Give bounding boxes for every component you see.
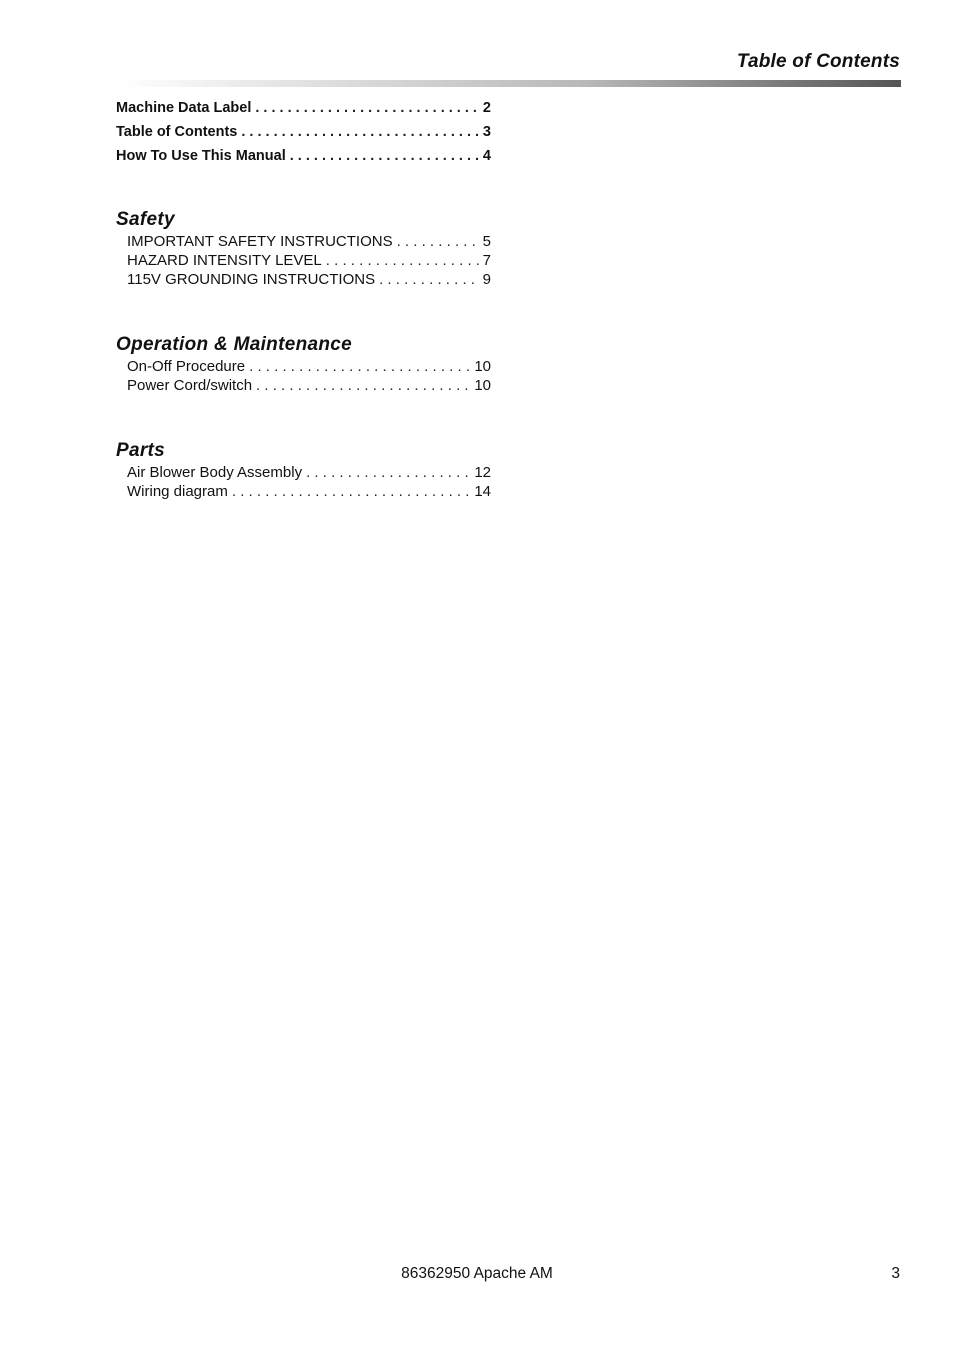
- dot-leader: [379, 270, 479, 289]
- section-title: Safety: [116, 209, 175, 230]
- toc-entry-label: Machine Data Label: [116, 100, 252, 116]
- dot-leader: [232, 482, 470, 501]
- toc-entry-label: How To Use This Manual: [116, 148, 286, 164]
- toc-entry-grounding[interactable]: [127, 270, 491, 289]
- section-title: Operation & Maintenance: [116, 334, 352, 355]
- toc-entry-page: 9: [482, 271, 491, 288]
- toc-section-operation: [116, 333, 491, 395]
- toc-entry-machine-data-label[interactable]: [116, 98, 491, 122]
- toc-entry-label: 115V GROUNDING INSTRUCTIONS: [127, 271, 376, 288]
- toc-entry-page: 2: [482, 100, 491, 116]
- toc-entry-page: 12: [474, 464, 491, 481]
- toc-entry-label: Table of Contents: [116, 124, 238, 140]
- dot-leader: [306, 463, 470, 482]
- toc-entry-page: 7: [482, 252, 491, 269]
- dot-leader: [290, 146, 479, 166]
- toc-entry-label: HAZARD INTENSITY LEVEL: [127, 252, 322, 269]
- toc-entry-label: Wiring diagram: [127, 483, 228, 500]
- footer-page-number: 3: [891, 1265, 900, 1282]
- toc-entry-power-cord[interactable]: [127, 376, 491, 395]
- dot-leader: [255, 98, 479, 118]
- toc-entry-label: Air Blower Body Assembly: [127, 464, 303, 481]
- toc-entry-page: 10: [474, 358, 491, 375]
- toc-entry-hazard-intensity[interactable]: [127, 251, 491, 270]
- section-title: Parts: [116, 440, 166, 461]
- table-of-contents: [116, 98, 491, 501]
- toc-section-safety: [116, 208, 491, 289]
- toc-entry-page: 14: [474, 483, 491, 500]
- toc-entry-label: Power Cord/switch: [127, 377, 253, 394]
- dot-leader: [241, 122, 479, 142]
- page-header-title: Table of Contents: [736, 51, 900, 72]
- toc-entry-page: 5: [482, 233, 491, 250]
- toc-entry-page: 10: [474, 377, 491, 394]
- dot-leader: [249, 357, 470, 376]
- toc-entry-how-to-use[interactable]: [116, 146, 491, 170]
- toc-entry-page: 3: [482, 124, 491, 140]
- dot-leader: [397, 232, 479, 251]
- toc-entry-label: IMPORTANT SAFETY INSTRUCTIONS: [127, 233, 393, 250]
- toc-section-parts: [116, 439, 491, 501]
- toc-top-group: [116, 98, 491, 170]
- toc-entry-wiring-diagram[interactable]: [127, 482, 491, 501]
- dot-leader: [326, 251, 479, 270]
- toc-entry-table-of-contents[interactable]: [116, 122, 491, 146]
- header-rule: [116, 80, 901, 87]
- dot-leader: [256, 376, 470, 395]
- toc-entry-on-off[interactable]: [127, 357, 491, 376]
- toc-entry-important-safety[interactable]: [127, 232, 491, 251]
- footer-document-id: 86362950 Apache AM: [401, 1265, 553, 1282]
- toc-entry-air-blower[interactable]: [127, 463, 491, 482]
- toc-entry-label: On-Off Procedure: [127, 358, 246, 375]
- toc-entry-page: 4: [482, 148, 491, 164]
